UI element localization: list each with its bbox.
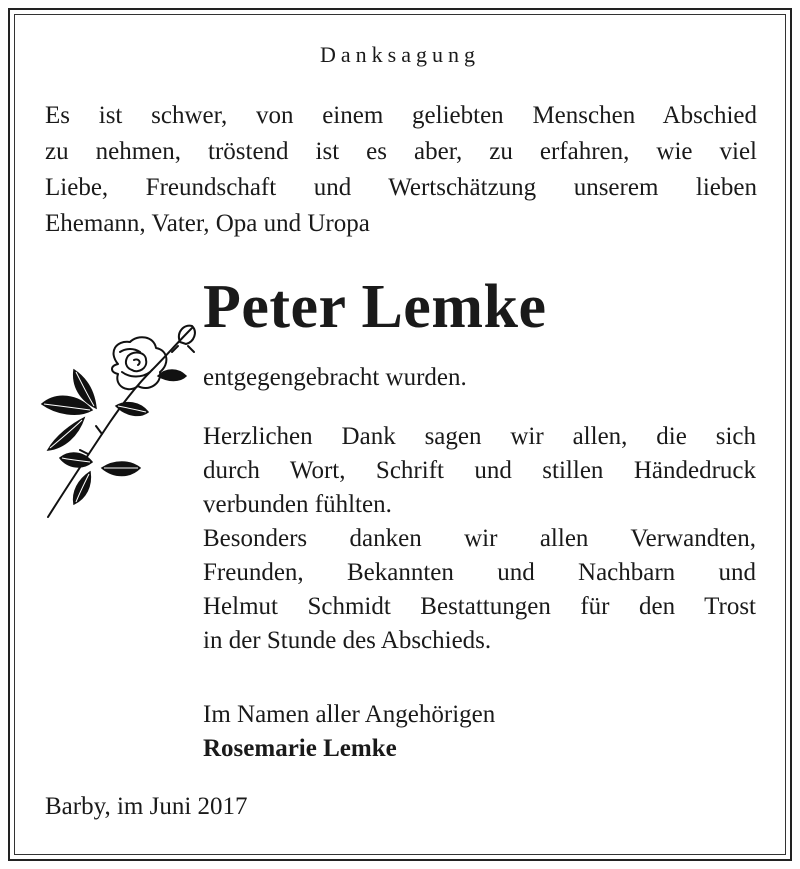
thanks-line: verbunden fühlten. bbox=[203, 491, 392, 518]
signature-block bbox=[203, 698, 756, 766]
intro-line: zu nehmen, tröstend ist es aber, zu erfahren, wie viel bbox=[45, 138, 757, 165]
intro-paragraph bbox=[45, 98, 757, 242]
intro-line: Es ist schwer, von einem geliebten Menschen Abschied bbox=[45, 102, 757, 129]
thanks-line: in der Stunde des Abschieds. bbox=[203, 627, 492, 654]
thanks-paragraph bbox=[203, 420, 756, 658]
notice-heading: Danksagung bbox=[320, 42, 480, 67]
closing-text: Im Namen aller Angehörigen bbox=[203, 701, 496, 728]
thanks-line: durch Wort, Schrift und stillen Händedruck bbox=[203, 457, 756, 484]
rose-icon bbox=[30, 312, 200, 522]
thanks-line: Besonders danken wir allen Verwandten, bbox=[203, 525, 756, 552]
thanks-line: Helmut Schmidt Bestattungen für den Trost bbox=[203, 593, 756, 620]
intro-line: Liebe, Freundschaft und Wertschätzung unserem lieben bbox=[45, 174, 757, 201]
signer-name: Rosemarie Lemke bbox=[203, 735, 397, 762]
thanks-line: Freunden, Bekannten und Nachbarn und bbox=[203, 559, 756, 586]
intro-line: Ehemann, Vater, Opa und Uropa bbox=[45, 210, 370, 237]
thanks-line: Herzlichen Dank sagen wir allen, die sich bbox=[203, 423, 756, 450]
place-date: Barby, im Juni 2017 bbox=[45, 793, 248, 820]
deceased-name: Peter Lemke bbox=[203, 273, 547, 341]
after-name-line bbox=[203, 361, 756, 395]
after-name-text: entgegengebracht wurden. bbox=[203, 364, 467, 391]
